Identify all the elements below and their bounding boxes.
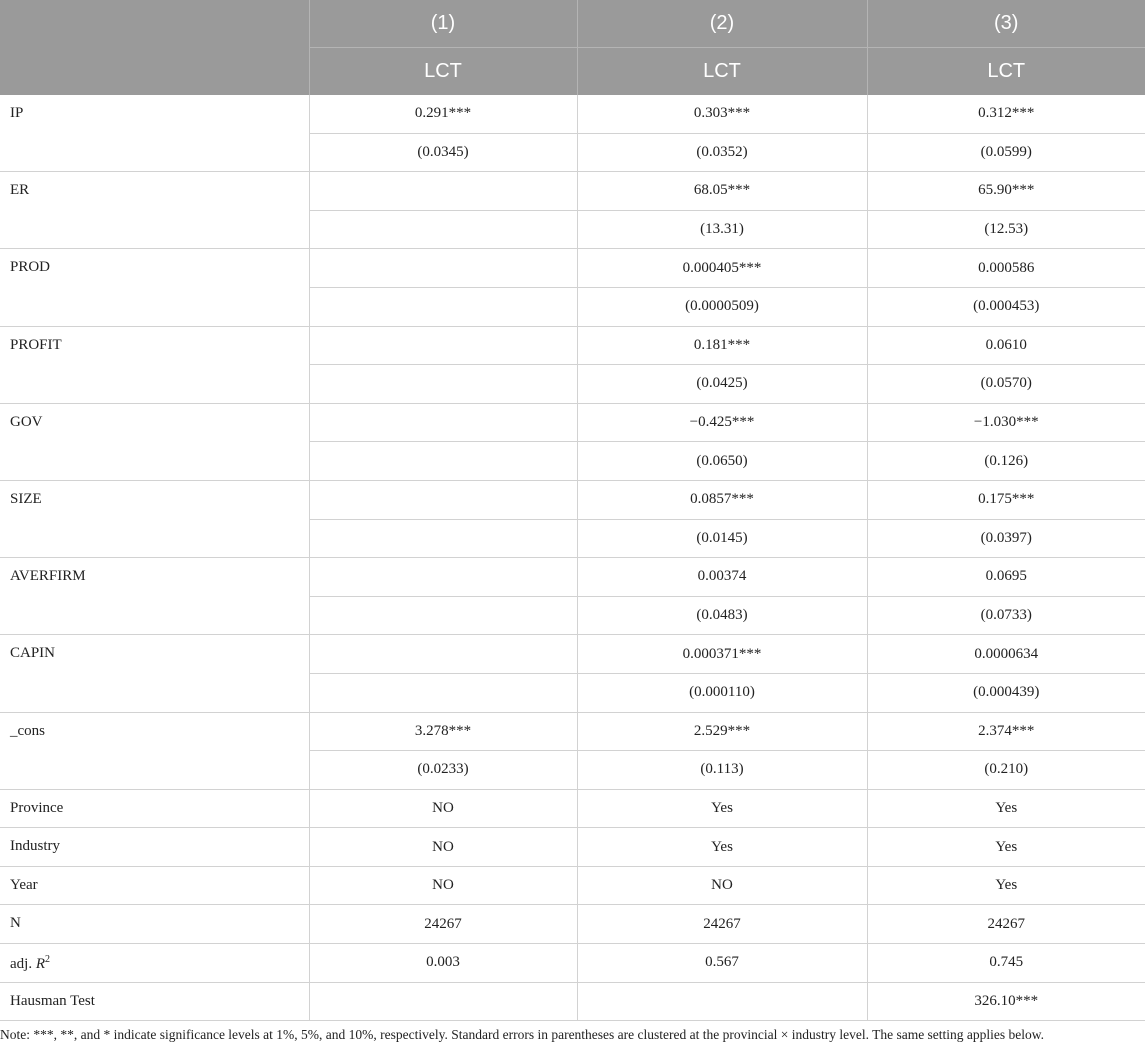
variable-label: ER — [0, 172, 309, 249]
superscript-two: 2 — [45, 954, 50, 966]
std-error-cell — [309, 365, 577, 404]
std-error-cell: (0.0145) — [577, 519, 867, 558]
stat-cell: 24267 — [867, 905, 1145, 944]
stat-cell: 326.10*** — [867, 982, 1145, 1021]
variable-label: GOV — [0, 403, 309, 480]
coefficient-cell: 0.000586 — [867, 249, 1145, 288]
stat-cell: Yes — [867, 828, 1145, 867]
variable-label: CAPIN — [0, 635, 309, 712]
table-row — [0, 403, 1145, 442]
std-error-cell: (0.113) — [577, 751, 867, 790]
std-error-cell: (0.0000509) — [577, 287, 867, 326]
table-header — [0, 0, 1145, 95]
stat-cell — [309, 982, 577, 1021]
coefficient-cell — [309, 480, 577, 519]
dependent-variable: LCT — [577, 48, 867, 96]
coefficient-cell — [309, 172, 577, 211]
stat-label-text: adj. — [10, 956, 36, 973]
table-row — [0, 712, 1145, 751]
table-row — [0, 905, 1145, 944]
coefficient-cell: 2.374*** — [867, 712, 1145, 751]
std-error-cell — [309, 287, 577, 326]
table-row — [0, 944, 1145, 983]
coefficient-cell: 0.00374 — [577, 558, 867, 597]
variable-label: PROFIT — [0, 326, 309, 403]
variable-label: PROD — [0, 249, 309, 326]
variable-label: AVERFIRM — [0, 558, 309, 635]
std-error-cell: (0.0345) — [309, 133, 577, 172]
variable-label: _cons — [0, 712, 309, 789]
stat-cell: 0.567 — [577, 944, 867, 983]
coefficient-cell: 0.0000634 — [867, 635, 1145, 674]
coefficient-cell: 3.278*** — [309, 712, 577, 751]
stat-cell: Yes — [577, 789, 867, 828]
std-error-cell: (0.0483) — [577, 596, 867, 635]
stat-label-adj-r2 — [0, 944, 309, 983]
stat-cell: NO — [309, 789, 577, 828]
table-row — [0, 828, 1145, 867]
stat-cell — [577, 982, 867, 1021]
column-number: (1) — [309, 0, 577, 48]
std-error-cell: (0.0733) — [867, 596, 1145, 635]
coefficient-cell: −1.030*** — [867, 403, 1145, 442]
column-number: (2) — [577, 0, 867, 48]
coefficient-cell — [309, 635, 577, 674]
std-error-cell: (0.210) — [867, 751, 1145, 790]
coefficient-cell: 0.000371*** — [577, 635, 867, 674]
std-error-cell: (0.0570) — [867, 365, 1145, 404]
stat-cell: NO — [309, 828, 577, 867]
table-row — [0, 558, 1145, 597]
coefficient-cell: 0.291*** — [309, 95, 577, 133]
variable-label: IP — [0, 95, 309, 172]
std-error-cell: (0.000439) — [867, 673, 1145, 712]
table-row — [0, 172, 1145, 211]
std-error-cell: (0.0650) — [577, 442, 867, 481]
stat-cell: 24267 — [309, 905, 577, 944]
coefficient-cell: 0.303*** — [577, 95, 867, 133]
stat-label: Year — [0, 866, 309, 905]
std-error-cell: (13.31) — [577, 210, 867, 249]
stat-cell: Yes — [867, 789, 1145, 828]
table-row — [0, 635, 1145, 674]
coefficient-cell: −0.425*** — [577, 403, 867, 442]
column-number: (3) — [867, 0, 1145, 48]
std-error-cell — [309, 519, 577, 558]
coefficient-cell: 2.529*** — [577, 712, 867, 751]
coefficient-cell — [309, 326, 577, 365]
coefficient-cell: 68.05*** — [577, 172, 867, 211]
std-error-cell: (0.000453) — [867, 287, 1145, 326]
std-error-cell: (0.0425) — [577, 365, 867, 404]
coefficient-cell: 65.90*** — [867, 172, 1145, 211]
stat-cell: 0.745 — [867, 944, 1145, 983]
coefficient-cell: 0.175*** — [867, 480, 1145, 519]
coefficient-cell: 0.0857*** — [577, 480, 867, 519]
coefficient-cell — [309, 558, 577, 597]
stat-cell: Yes — [577, 828, 867, 867]
coefficient-cell: 0.0695 — [867, 558, 1145, 597]
std-error-cell: (0.000110) — [577, 673, 867, 712]
stat-cell: NO — [309, 866, 577, 905]
header-corner-lower — [0, 48, 309, 96]
table-note: Note: ***, **, and * indicate significance levels at 1%, 5%, and 10%, respectively. Standard errors in parentheses are clustered at the provincial × industry level. The same setting applies below. — [0, 1027, 1045, 1042]
std-error-cell — [309, 673, 577, 712]
stat-cell: Yes — [867, 866, 1145, 905]
table-row — [0, 95, 1145, 133]
variable-label: SIZE — [0, 480, 309, 557]
coefficient-cell: 0.312*** — [867, 95, 1145, 133]
std-error-cell: (0.0599) — [867, 133, 1145, 172]
stat-cell: 24267 — [577, 905, 867, 944]
table-row — [0, 866, 1145, 905]
dependent-variable: LCT — [309, 48, 577, 96]
table-row — [0, 249, 1145, 288]
stat-label: Hausman Test — [0, 982, 309, 1021]
table-row — [0, 480, 1145, 519]
std-error-cell: (0.0397) — [867, 519, 1145, 558]
stat-label: Province — [0, 789, 309, 828]
stat-cell: NO — [577, 866, 867, 905]
std-error-cell: (0.0352) — [577, 133, 867, 172]
stat-label: N — [0, 905, 309, 944]
coefficient-cell: 0.181*** — [577, 326, 867, 365]
coefficient-cell: 0.000405*** — [577, 249, 867, 288]
coefficient-cell — [309, 403, 577, 442]
header-corner — [0, 0, 309, 48]
table-row — [0, 326, 1145, 365]
std-error-cell: (12.53) — [867, 210, 1145, 249]
coefficient-cell: 0.0610 — [867, 326, 1145, 365]
table-row — [0, 789, 1145, 828]
std-error-cell: (0.0233) — [309, 751, 577, 790]
std-error-cell: (0.126) — [867, 442, 1145, 481]
r-symbol: R — [35, 956, 45, 973]
std-error-cell — [309, 210, 577, 249]
stat-cell: 0.003 — [309, 944, 577, 983]
coefficient-cell — [309, 249, 577, 288]
dependent-variable: LCT — [867, 48, 1145, 96]
table-row — [0, 982, 1145, 1021]
table-body — [0, 95, 1145, 1021]
std-error-cell — [309, 442, 577, 481]
stat-label: Industry — [0, 828, 309, 867]
std-error-cell — [309, 596, 577, 635]
